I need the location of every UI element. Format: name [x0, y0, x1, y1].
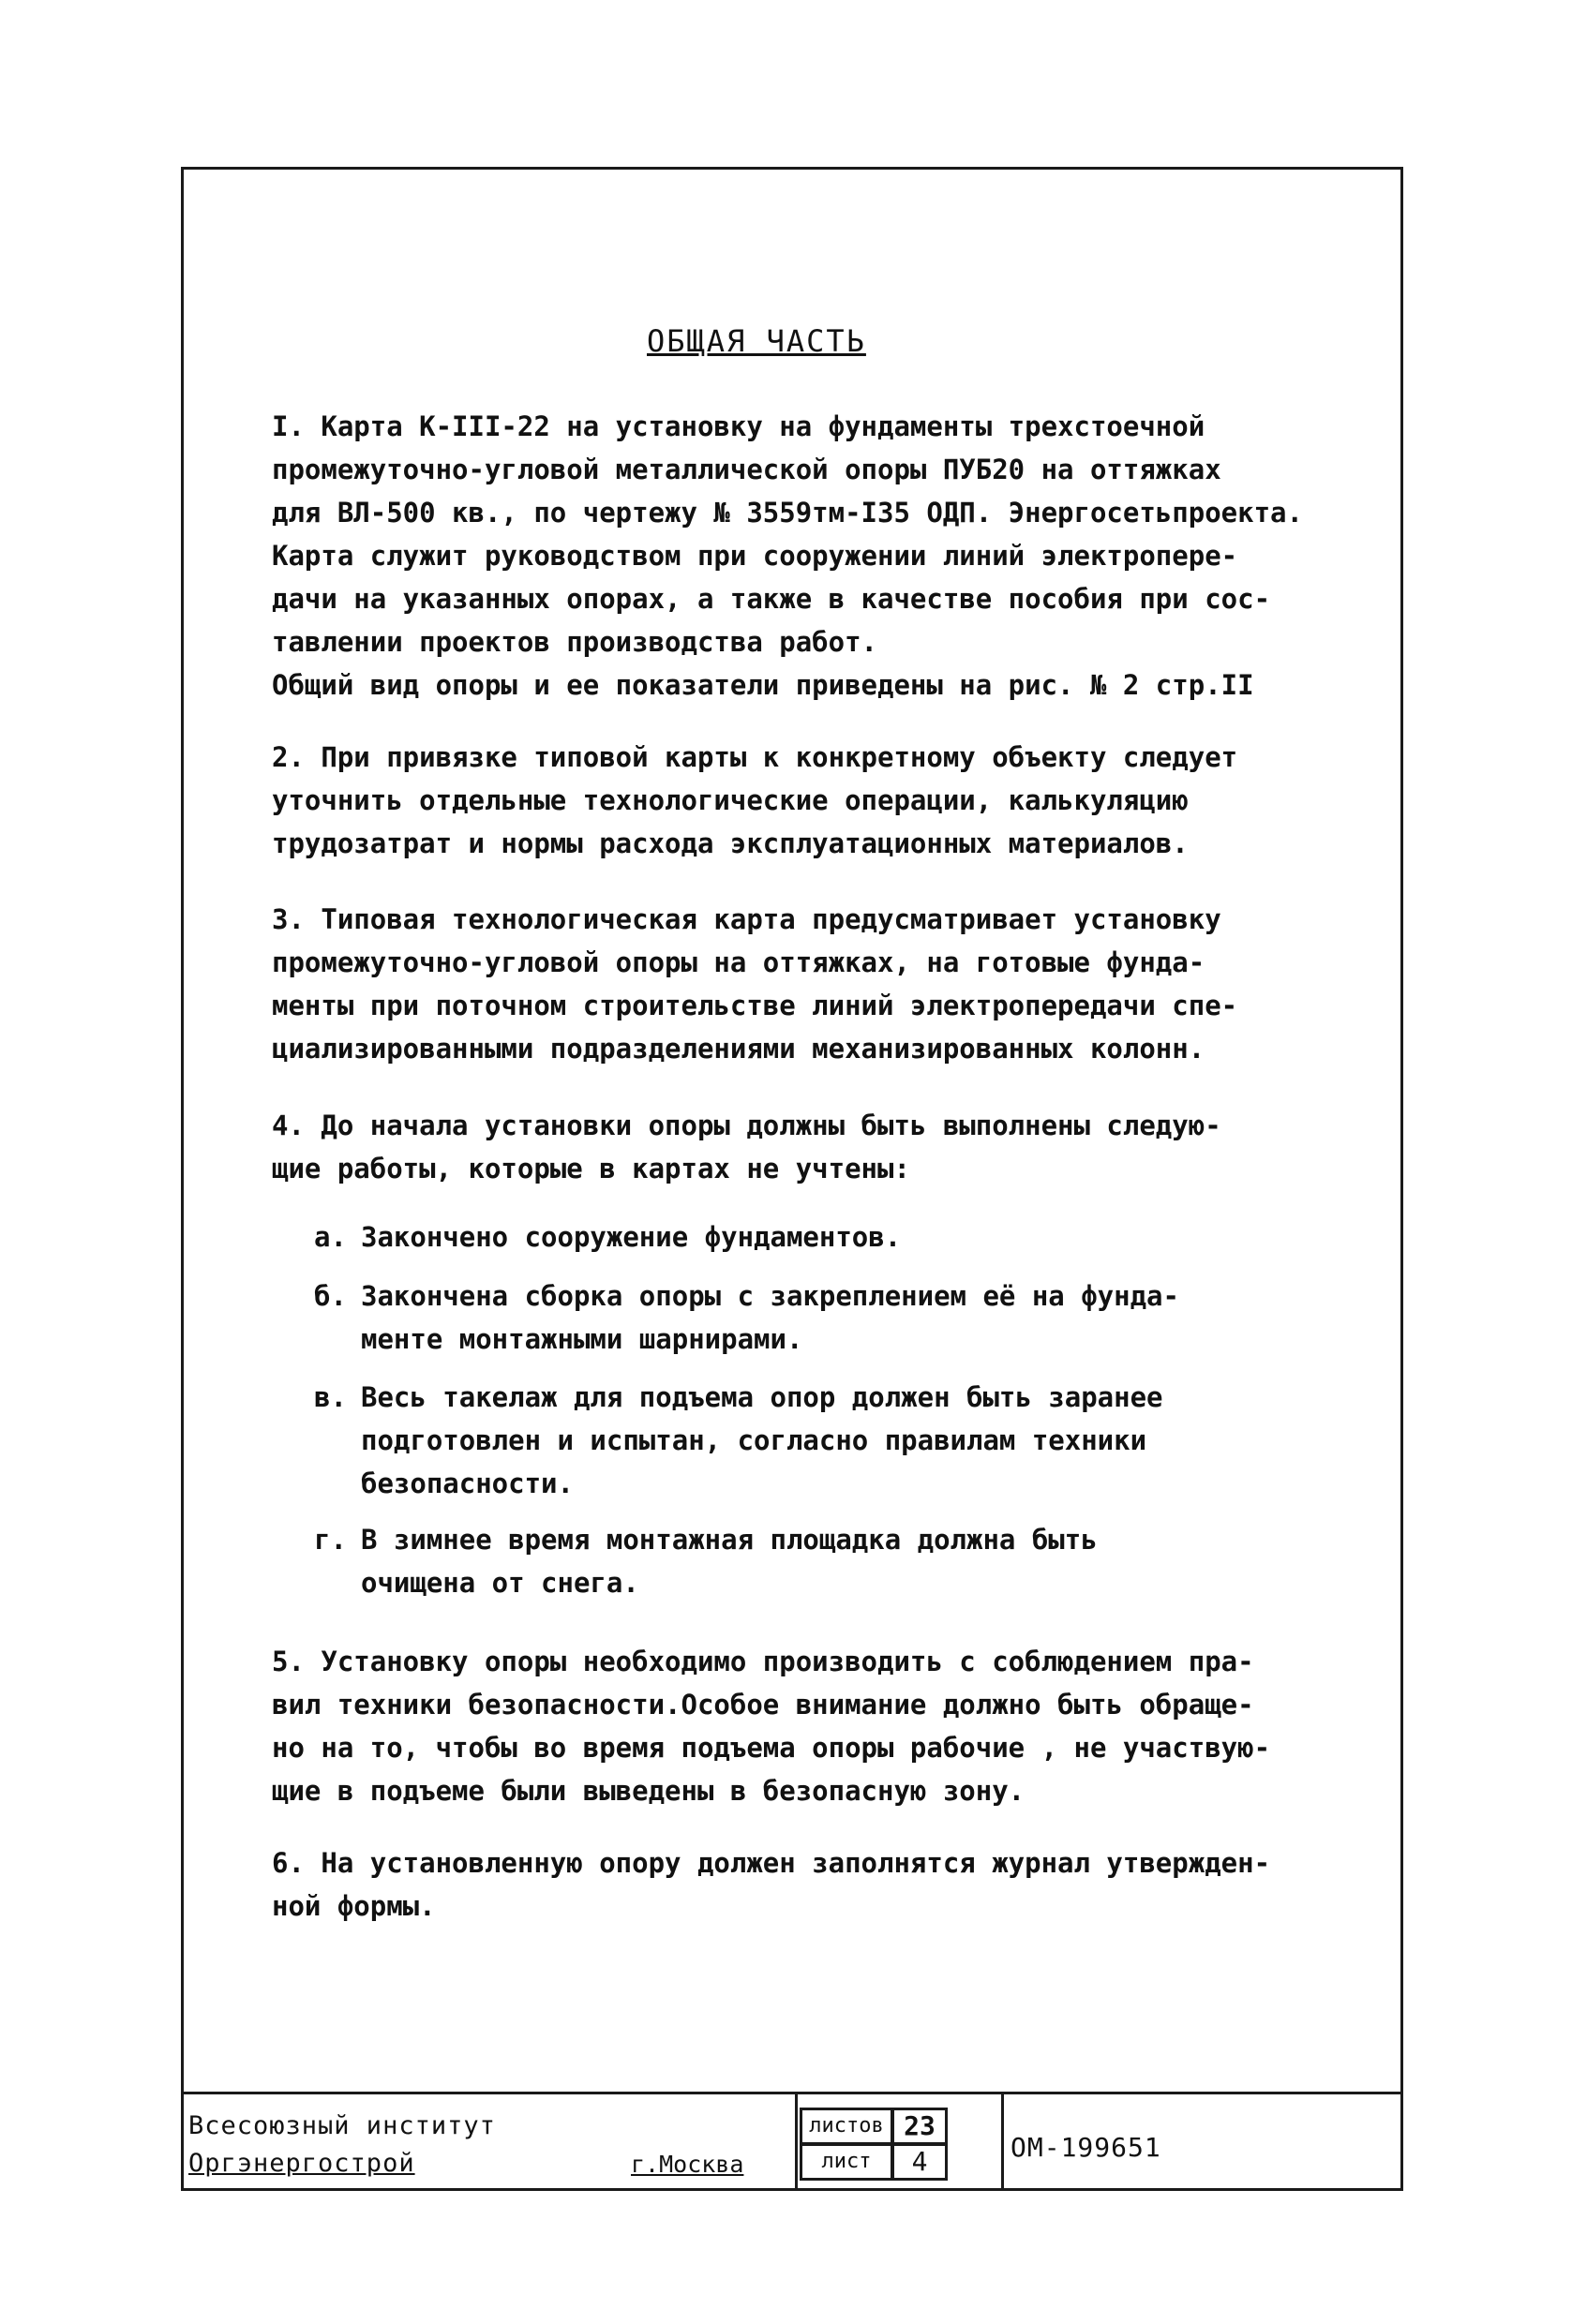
- sheets-label: листов: [800, 2108, 893, 2145]
- subitem-text: Весь такелаж для подъема опор должен быть заранее подготовлен и испытан, согласно правилам техники безопасности.: [361, 1381, 1163, 1499]
- sheet-label: лист: [800, 2143, 893, 2181]
- subitem-letter: в.: [314, 1381, 347, 1413]
- subitem-text: В зимнее время монтажная площадка должна быть очищена от снега.: [361, 1524, 1098, 1599]
- subitem-letter: г.: [314, 1524, 347, 1556]
- title-block: [181, 2092, 1403, 2191]
- divider: [1001, 2094, 1004, 2191]
- paragraph-3: 3. Типовая технологическая карта предусматривает установку промежуточно-угловой опоры на оттяжках, на готовые фунда- менты при поточном строительстве линий электропередачи спе- циализированными подразделениями механизированных колонн.: [272, 903, 1238, 1065]
- paragraph-4: 4. До начала установки опоры должны быть выполнены следую- щие работы, которые в картах не учтены:: [272, 1110, 1221, 1184]
- page-title: ОБЩАЯ ЧАСТЬ: [647, 323, 866, 359]
- paragraph-2: 2. При привязке типовой карты к конкретному объекту следует уточнить отдельные технологические операции, калькуляцию трудозатрат и нормы расхода эксплуатационных материалов.: [272, 741, 1238, 859]
- sheet-value: 4: [891, 2143, 948, 2181]
- city: г.Москва: [631, 2151, 744, 2178]
- organization-subname: Оргэнергострой: [188, 2149, 415, 2178]
- document-code: ОМ-199651: [1011, 2132, 1161, 2163]
- subitem-b: [314, 1274, 1336, 1361]
- divider: [795, 2094, 798, 2191]
- subitem-g: [314, 1518, 1336, 1604]
- subitem-text: Закончено сооружение фундаментов.: [361, 1221, 902, 1253]
- subitem-v: [314, 1376, 1336, 1505]
- sheets-value: 23: [891, 2108, 948, 2145]
- paragraph-6: 6. На установленную опору должен заполнятся журнал утвержден- ной формы.: [272, 1847, 1271, 1922]
- subitem-text: Закончена сборка опоры с закреплением её на фунда- менте монтажными шарнирами.: [361, 1280, 1179, 1355]
- subitem-a: [314, 1215, 1336, 1259]
- organization-name: Всесоюзный институт: [188, 2111, 496, 2140]
- subitem-letter: б.: [314, 1280, 347, 1312]
- paragraph-5: 5. Установку опоры необходимо производить с соблюдением пра- вил техники безопасности.Особое внимание должно быть обраще- но на то, чтобы во время подъема опоры рабочие , не участвую- щие в подъеме были выведены в безопасную зону.: [272, 1646, 1271, 1807]
- subitem-letter: а.: [314, 1221, 347, 1253]
- paragraph-1: I. Карта К-III-22 на установку на фундаменты трехстоечной промежуточно-угловой металлической опоры ПУБ20 на оттяжках для ВЛ-500 кв., по чертежу № 3559тм-I35 ОДП. Энергосетьпроекта. Карта служит руководством при сооружении линий электропере- дачи на указанных опорах, а также в качестве пособия при сос- тавлении проектов производства работ. Общий вид опоры и ее показатели приведены на рис. № 2 стр.II: [272, 410, 1303, 701]
